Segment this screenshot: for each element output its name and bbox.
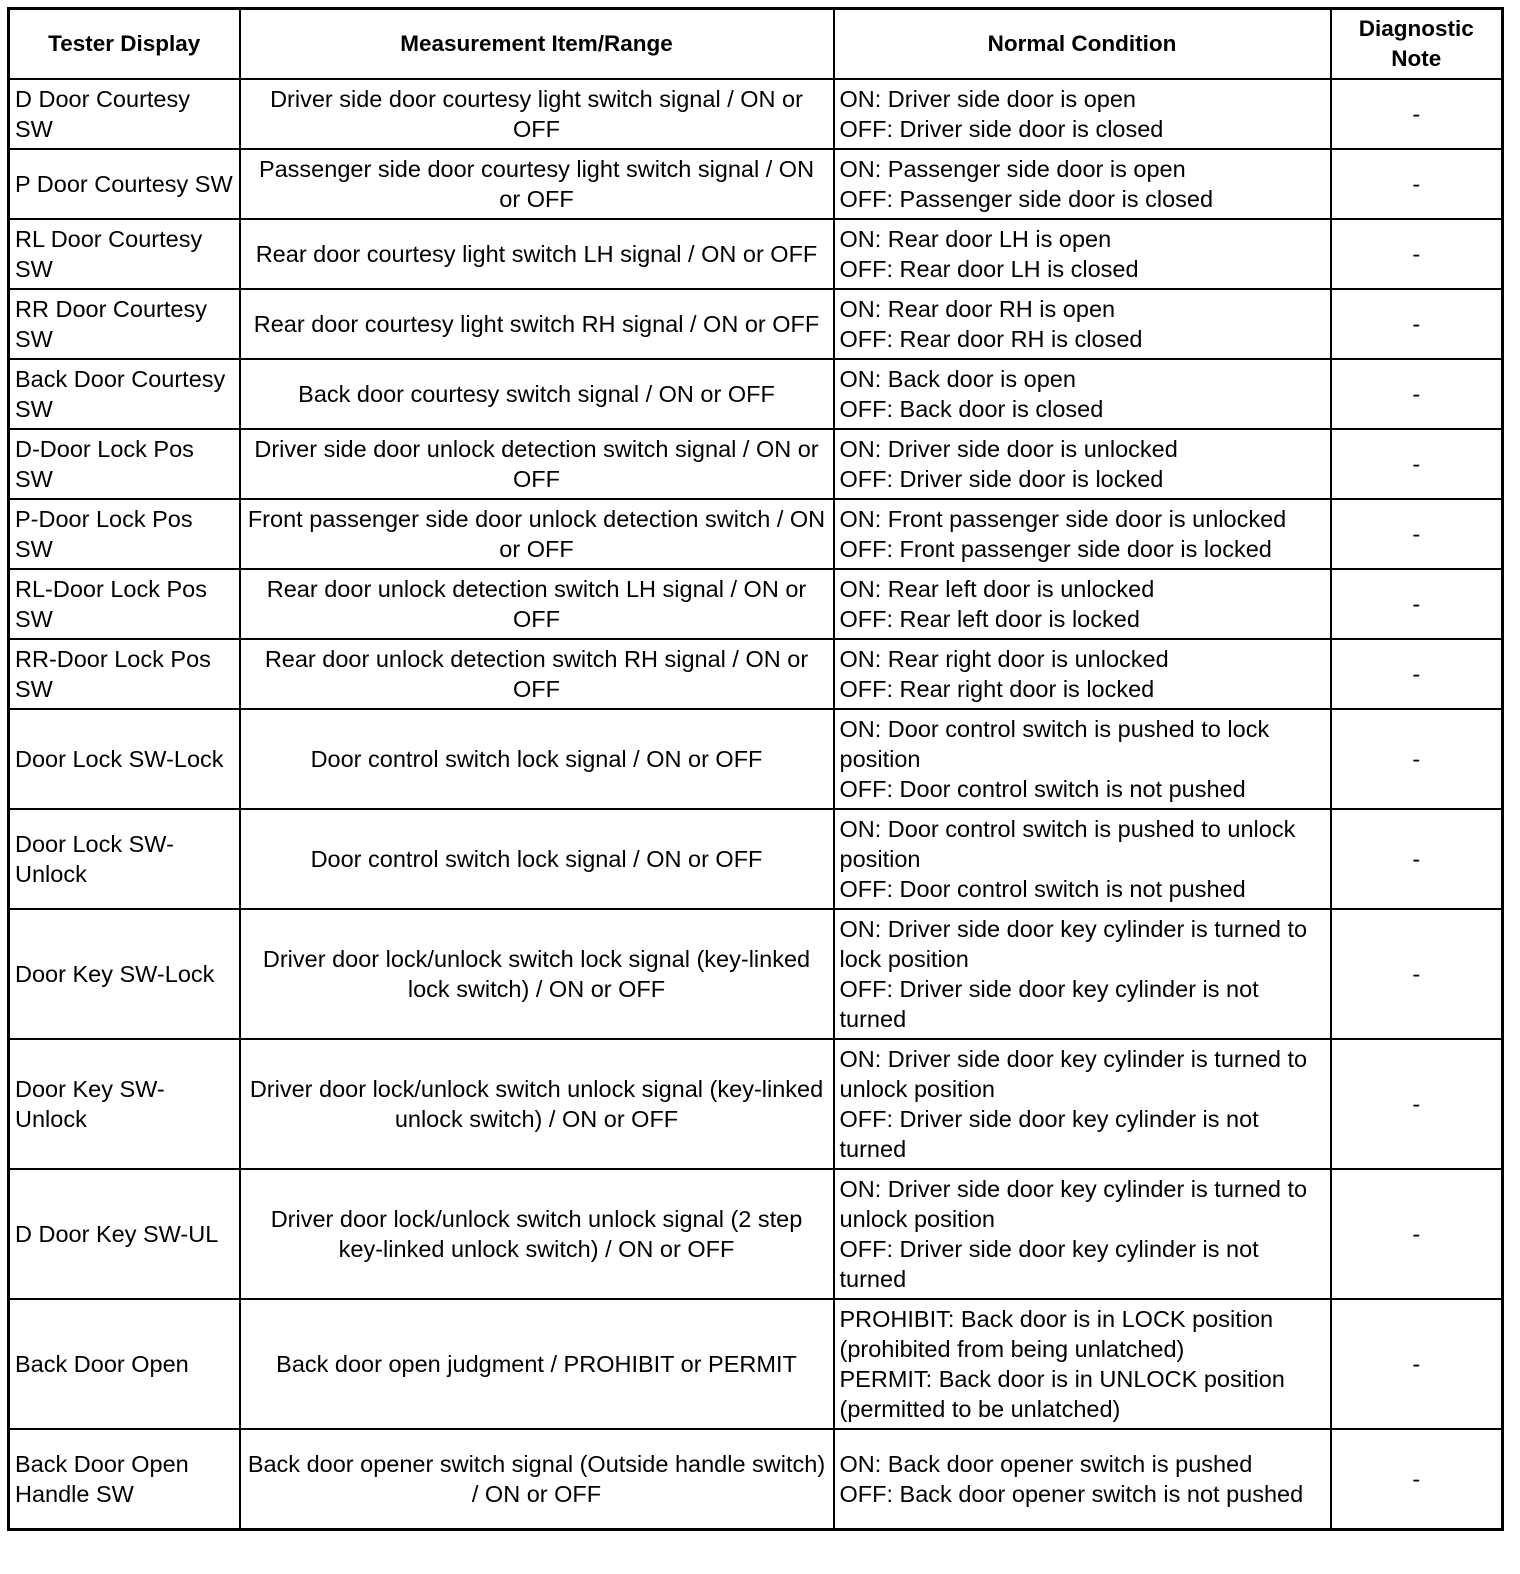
diagnostic-note-cell: - bbox=[1331, 709, 1503, 809]
normal-condition-line: ON: Door control switch is pushed to unlock position bbox=[839, 816, 1296, 872]
normal-condition-line: ON: Rear left door is unlocked bbox=[839, 576, 1155, 602]
table-row bbox=[9, 639, 1503, 709]
tester-display-cell: P Door Courtesy SW bbox=[9, 149, 240, 219]
table-row bbox=[9, 1039, 1503, 1169]
tester-display-cell: RR Door Courtesy SW bbox=[9, 289, 240, 359]
normal-condition-line: ON: Driver side door key cylinder is turned to unlock position bbox=[839, 1046, 1308, 1102]
table-row bbox=[9, 1169, 1503, 1299]
diagnostic-note-cell: - bbox=[1331, 639, 1503, 709]
tester-display-cell: Door Key SW-Unlock bbox=[9, 1039, 240, 1169]
measurement-cell: Rear door unlock detection switch LH signal / ON or OFF bbox=[240, 569, 834, 639]
data-list-table bbox=[7, 7, 1504, 1531]
measurement-cell: Rear door courtesy light switch RH signal / ON or OFF bbox=[240, 289, 834, 359]
measurement-cell: Door control switch lock signal / ON or OFF bbox=[240, 809, 834, 909]
measurement-cell: Driver side door courtesy light switch signal / ON or OFF bbox=[240, 79, 834, 149]
measurement-cell: Back door courtesy switch signal / ON or OFF bbox=[240, 359, 834, 429]
normal-condition-line: OFF: Passenger side door is closed bbox=[839, 186, 1214, 212]
header-tester-display: Tester Display bbox=[9, 9, 240, 80]
tester-display-cell: RL-Door Lock Pos SW bbox=[9, 569, 240, 639]
normal-condition-cell bbox=[834, 219, 1331, 289]
tester-display-cell: D Door Courtesy SW bbox=[9, 79, 240, 149]
normal-condition-cell bbox=[834, 499, 1331, 569]
normal-condition-line: OFF: Back door is closed bbox=[839, 396, 1104, 422]
tester-display-cell: Back Door Open Handle SW bbox=[9, 1429, 240, 1530]
normal-condition-line: OFF: Door control switch is not pushed bbox=[839, 776, 1246, 802]
table-row bbox=[9, 809, 1503, 909]
measurement-cell: Driver side door unlock detection switch signal / ON or OFF bbox=[240, 429, 834, 499]
normal-condition-line: OFF: Driver side door is closed bbox=[839, 116, 1164, 142]
tester-display-cell: Door Key SW-Lock bbox=[9, 909, 240, 1039]
normal-condition-line: OFF: Rear left door is locked bbox=[839, 606, 1140, 632]
diagnostic-note-cell: - bbox=[1331, 1039, 1503, 1169]
tester-display-cell: Door Lock SW-Lock bbox=[9, 709, 240, 809]
measurement-cell: Driver door lock/unlock switch lock signal (key-linked lock switch) / ON or OFF bbox=[240, 909, 834, 1039]
table-row bbox=[9, 219, 1503, 289]
normal-condition-cell bbox=[834, 289, 1331, 359]
normal-condition-line: OFF: Driver side door key cylinder is not turned bbox=[839, 976, 1259, 1032]
measurement-cell: Passenger side door courtesy light switch signal / ON or OFF bbox=[240, 149, 834, 219]
normal-condition-cell bbox=[834, 1429, 1331, 1530]
diagnostic-note-cell: - bbox=[1331, 569, 1503, 639]
diagnostic-note-cell: - bbox=[1331, 1429, 1503, 1530]
tester-display-cell: Back Door Open bbox=[9, 1299, 240, 1429]
table-row bbox=[9, 359, 1503, 429]
normal-condition-cell bbox=[834, 359, 1331, 429]
header-diagnostic-note: Diagnostic Note bbox=[1331, 9, 1503, 80]
diagnostic-note-cell: - bbox=[1331, 289, 1503, 359]
diagnostic-note-cell: - bbox=[1331, 79, 1503, 149]
normal-condition-line: ON: Rear door LH is open bbox=[839, 226, 1112, 252]
table-row bbox=[9, 429, 1503, 499]
normal-condition-cell bbox=[834, 149, 1331, 219]
diagnostic-note-cell: - bbox=[1331, 1169, 1503, 1299]
tester-display-cell: RR-Door Lock Pos SW bbox=[9, 639, 240, 709]
normal-condition-cell bbox=[834, 809, 1331, 909]
tester-display-cell: RL Door Courtesy SW bbox=[9, 219, 240, 289]
measurement-cell: Driver door lock/unlock switch unlock signal (key-linked unlock switch) / ON or OFF bbox=[240, 1039, 834, 1169]
diagnostic-note-cell: - bbox=[1331, 809, 1503, 909]
normal-condition-cell bbox=[834, 1039, 1331, 1169]
table-row bbox=[9, 709, 1503, 809]
diagnostic-note-cell: - bbox=[1331, 909, 1503, 1039]
table-row bbox=[9, 79, 1503, 149]
normal-condition-line: PROHIBIT: Back door is in LOCK position (prohibited from being unlatched) bbox=[839, 1306, 1274, 1362]
measurement-cell: Rear door unlock detection switch RH signal / ON or OFF bbox=[240, 639, 834, 709]
normal-condition-line: OFF: Rear door LH is closed bbox=[839, 256, 1139, 282]
normal-condition-line: ON: Rear door RH is open bbox=[839, 296, 1116, 322]
measurement-cell: Front passenger side door unlock detection switch / ON or OFF bbox=[240, 499, 834, 569]
normal-condition-line: ON: Rear right door is unlocked bbox=[839, 646, 1169, 672]
normal-condition-line: ON: Driver side door is open bbox=[839, 86, 1136, 112]
diagnostic-note-cell: - bbox=[1331, 1299, 1503, 1429]
normal-condition-line: OFF: Rear door RH is closed bbox=[839, 326, 1143, 352]
table-row bbox=[9, 149, 1503, 219]
normal-condition-line: ON: Back door opener switch is pushed bbox=[839, 1451, 1253, 1477]
table-row bbox=[9, 1299, 1503, 1429]
diagnostic-note-cell: - bbox=[1331, 429, 1503, 499]
normal-condition-line: OFF: Driver side door is locked bbox=[839, 466, 1164, 492]
normal-condition-line: OFF: Driver side door key cylinder is not turned bbox=[839, 1106, 1259, 1162]
measurement-cell: Back door opener switch signal (Outside handle switch) / ON or OFF bbox=[240, 1429, 834, 1530]
normal-condition-cell bbox=[834, 909, 1331, 1039]
header-row bbox=[9, 9, 1503, 80]
measurement-cell: Rear door courtesy light switch LH signal / ON or OFF bbox=[240, 219, 834, 289]
tester-display-cell: Door Lock SW-Unlock bbox=[9, 809, 240, 909]
header-measurement: Measurement Item/Range bbox=[240, 9, 834, 80]
normal-condition-cell bbox=[834, 1299, 1331, 1429]
normal-condition-line: ON: Driver side door key cylinder is turned to unlock position bbox=[839, 1176, 1308, 1232]
normal-condition-cell bbox=[834, 569, 1331, 639]
normal-condition-line: OFF: Driver side door key cylinder is not turned bbox=[839, 1236, 1259, 1292]
normal-condition-cell bbox=[834, 639, 1331, 709]
normal-condition-line: ON: Driver side door key cylinder is turned to lock position bbox=[839, 916, 1308, 972]
table-row bbox=[9, 569, 1503, 639]
diagnostic-note-cell: - bbox=[1331, 359, 1503, 429]
tester-display-cell: D-Door Lock Pos SW bbox=[9, 429, 240, 499]
normal-condition-line: OFF: Front passenger side door is locked bbox=[839, 536, 1272, 562]
table-row bbox=[9, 499, 1503, 569]
normal-condition-line: ON: Driver side door is unlocked bbox=[839, 436, 1178, 462]
normal-condition-cell bbox=[834, 79, 1331, 149]
measurement-cell: Door control switch lock signal / ON or OFF bbox=[240, 709, 834, 809]
diagnostic-note-cell: - bbox=[1331, 499, 1503, 569]
header-normal-condition: Normal Condition bbox=[834, 9, 1331, 80]
normal-condition-line: ON: Door control switch is pushed to lock position bbox=[839, 716, 1270, 772]
normal-condition-line: ON: Front passenger side door is unlocked bbox=[839, 506, 1287, 532]
diagnostic-note-cell: - bbox=[1331, 219, 1503, 289]
table-row bbox=[9, 1429, 1503, 1530]
measurement-cell: Driver door lock/unlock switch unlock signal (2 step key-linked unlock switch) / ON or OFF bbox=[240, 1169, 834, 1299]
diagnostic-note-cell: - bbox=[1331, 149, 1503, 219]
normal-condition-line: OFF: Rear right door is locked bbox=[839, 676, 1155, 702]
normal-condition-line: ON: Back door is open bbox=[839, 366, 1076, 392]
normal-condition-cell bbox=[834, 709, 1331, 809]
measurement-cell: Back door open judgment / PROHIBIT or PERMIT bbox=[240, 1299, 834, 1429]
table-row bbox=[9, 909, 1503, 1039]
normal-condition-cell bbox=[834, 429, 1331, 499]
normal-condition-line: PERMIT: Back door is in UNLOCK position (permitted to be unlatched) bbox=[839, 1366, 1285, 1422]
table-row bbox=[9, 289, 1503, 359]
tester-display-cell: D Door Key SW-UL bbox=[9, 1169, 240, 1299]
normal-condition-line: ON: Passenger side door is open bbox=[839, 156, 1186, 182]
normal-condition-line: OFF: Back door opener switch is not pushed bbox=[839, 1481, 1304, 1507]
tester-display-cell: P-Door Lock Pos SW bbox=[9, 499, 240, 569]
tester-display-cell: Back Door Courtesy SW bbox=[9, 359, 240, 429]
normal-condition-cell bbox=[834, 1169, 1331, 1299]
normal-condition-line: OFF: Door control switch is not pushed bbox=[839, 876, 1246, 902]
